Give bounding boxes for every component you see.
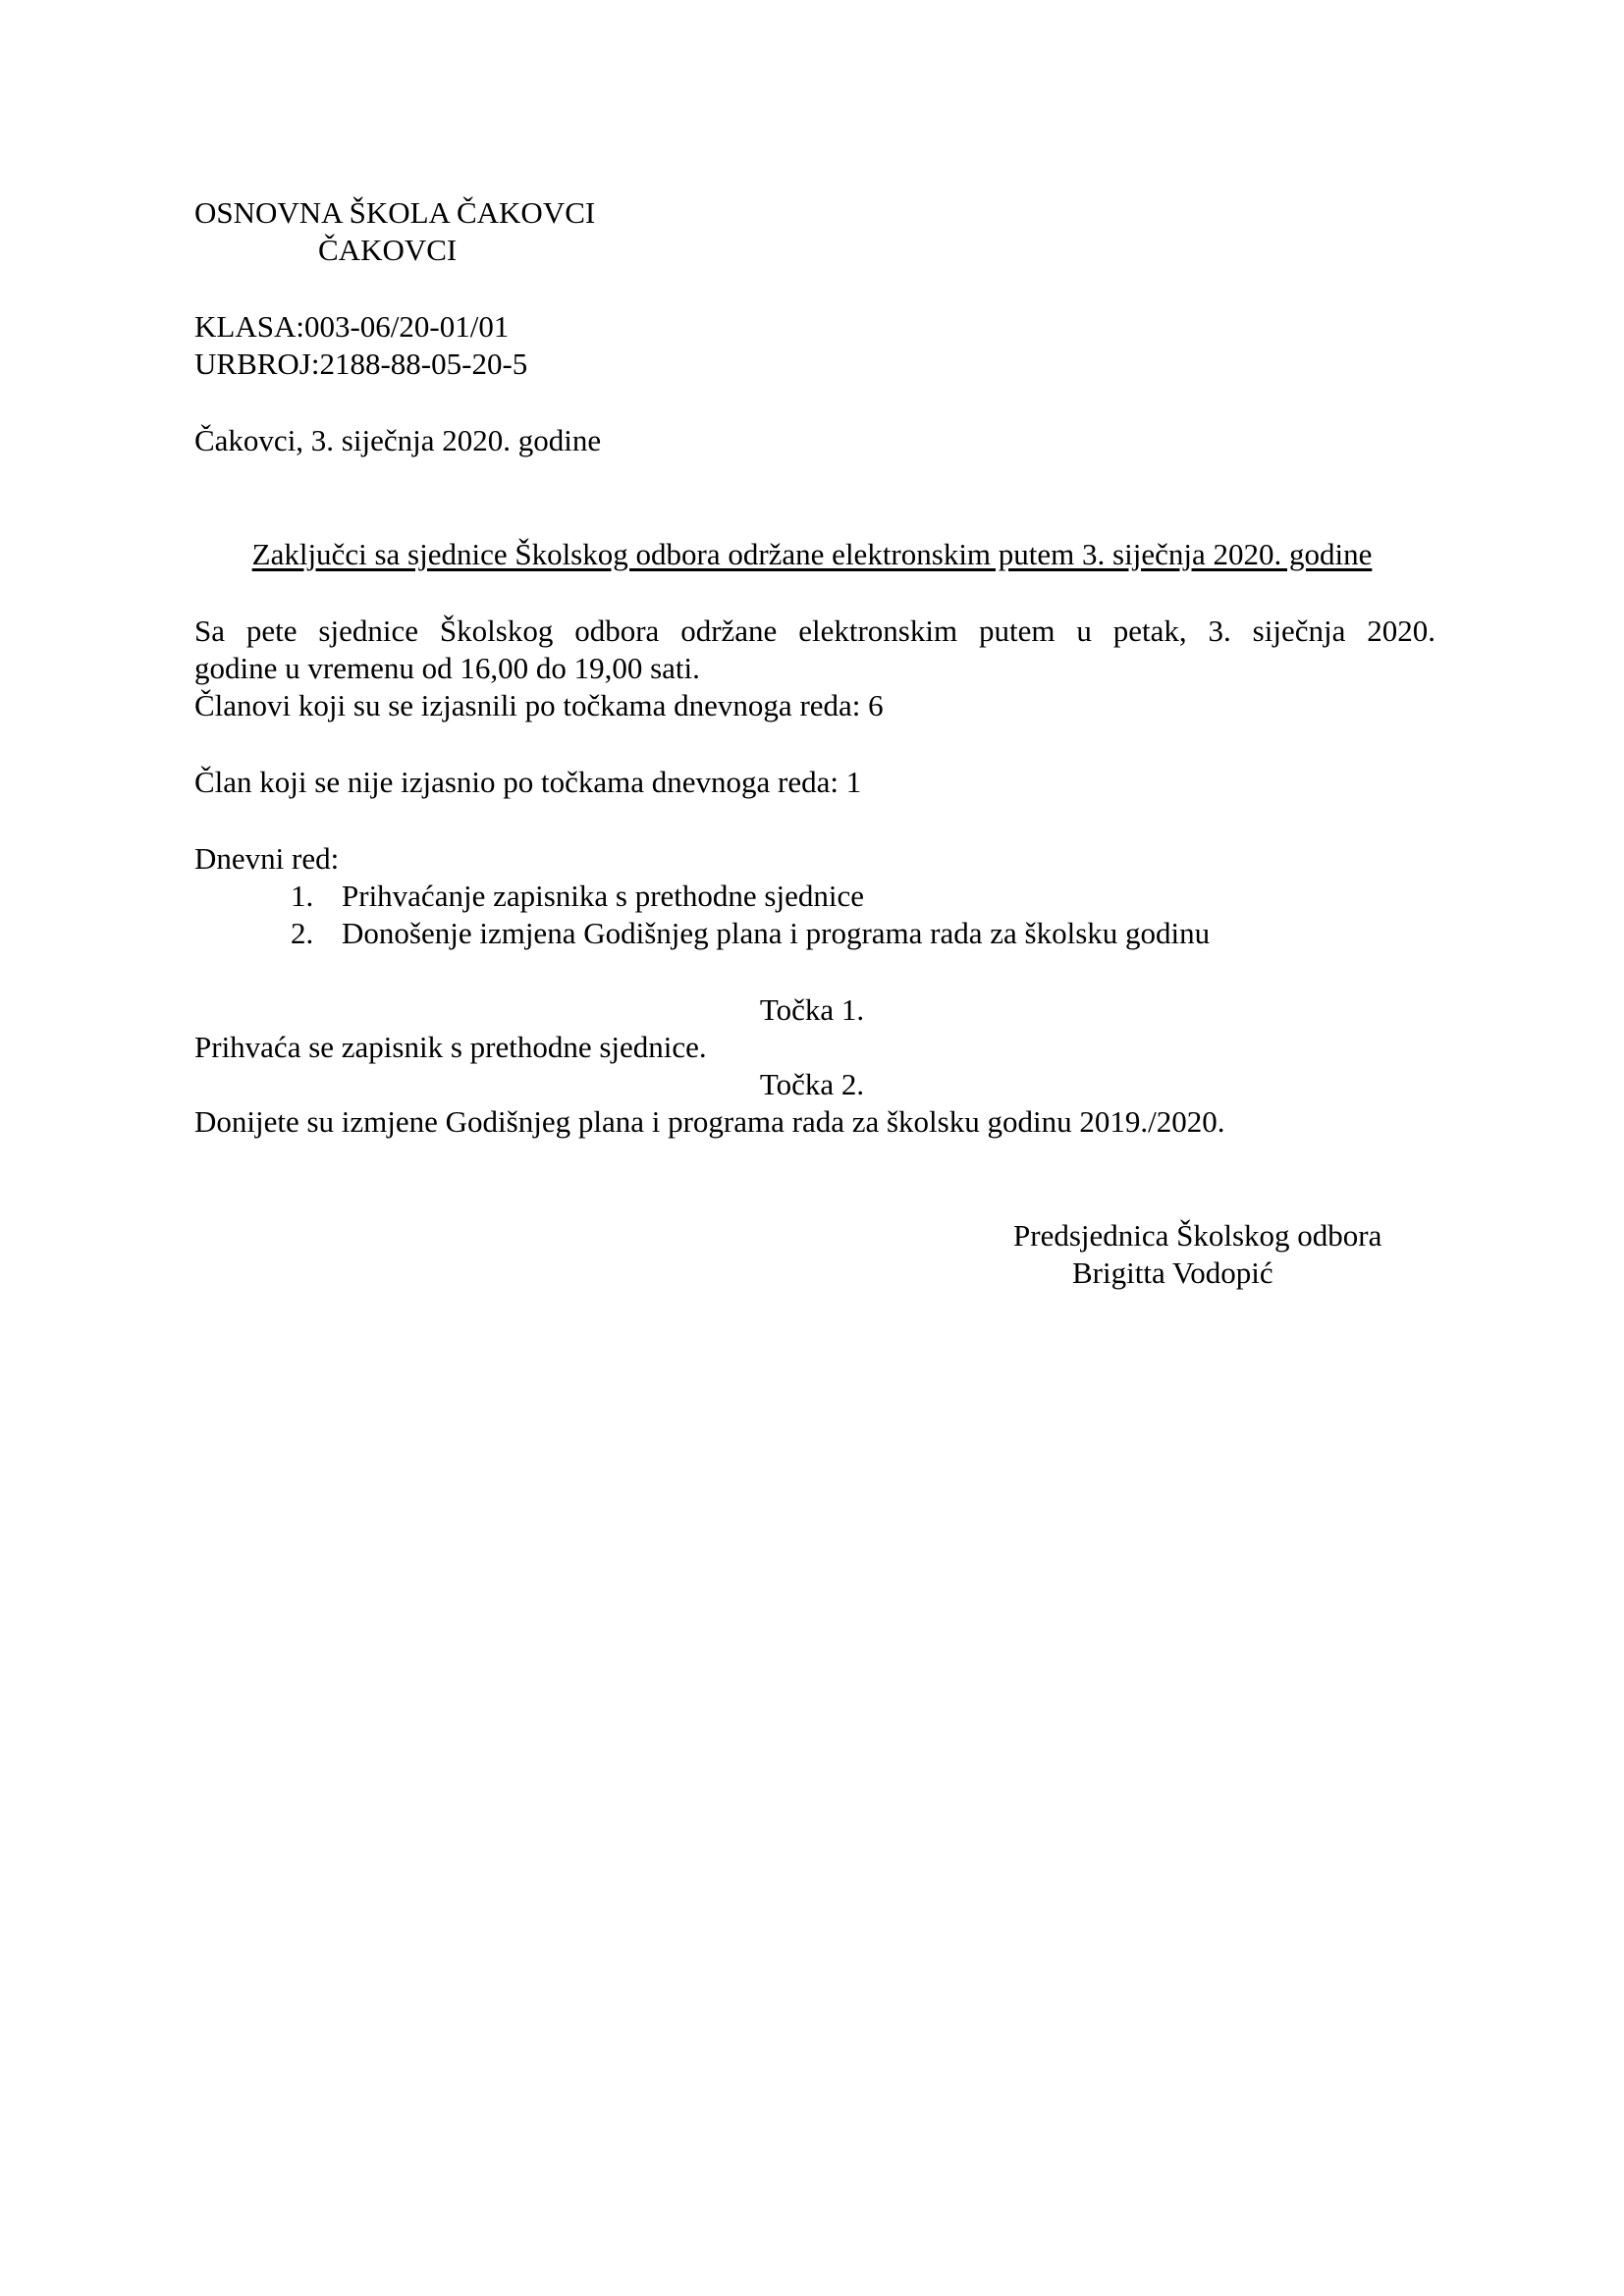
agenda-item: [291, 915, 1210, 952]
intro-line-1: Sa pete sjednice Školskog odbora održane elektronskim putem u petak, 3. siječnja 2020.: [194, 614, 1435, 648]
member-not-voted: Član koji se nije izjasnio po točkama dnevnoga reda: 1: [194, 765, 862, 799]
point-2-text: Donijete su izmjene Godišnjeg plana i programa rada za školsku godinu 2019./2020.: [194, 1104, 1225, 1139]
members-voted: Članovi koji su se izjasnili po točkama dnevnoga reda: 6: [194, 688, 884, 722]
agenda-item-text: Prihvaćanje zapisnika s prethodne sjednice: [342, 879, 864, 913]
point-1-text: Prihvaća se zapisnik s prethodne sjednice.: [194, 1030, 707, 1064]
intro-line-2: godine u vremenu od 16,00 do 19,00 sati.: [194, 651, 700, 685]
agenda-item-number: 2.: [291, 916, 314, 950]
agenda-heading: Dnevni red:: [194, 841, 340, 876]
document-title: Zaključci sa sjednice Školskog odbora održane elektronskim putem 3. siječnja 2020. godine: [251, 537, 1373, 571]
agenda-item-text: Donošenje izmjena Godišnjeg plana i programa rada za školsku godinu: [342, 916, 1211, 950]
school-place: ČAKOVCI: [318, 233, 458, 267]
point-1-heading: Točka 1.: [759, 992, 865, 1027]
agenda-item: [291, 878, 864, 915]
date-line: Čakovci, 3. siječnja 2020. godine: [194, 423, 602, 457]
school-name: OSNOVNA ŠKOLA ČAKOVCI: [194, 195, 596, 230]
signature-name: Brigitta Vodopić: [1072, 1255, 1273, 1290]
klasa-line: KLASA:003-06/20-01/01: [194, 309, 510, 344]
signature-role: Predsjednica Školskog odbora: [1013, 1218, 1382, 1253]
point-2-heading: Točka 2.: [759, 1067, 865, 1101]
urbroj-line: URBROJ:2188-88-05-20-5: [194, 347, 528, 381]
agenda-item-number: 1.: [291, 879, 314, 913]
